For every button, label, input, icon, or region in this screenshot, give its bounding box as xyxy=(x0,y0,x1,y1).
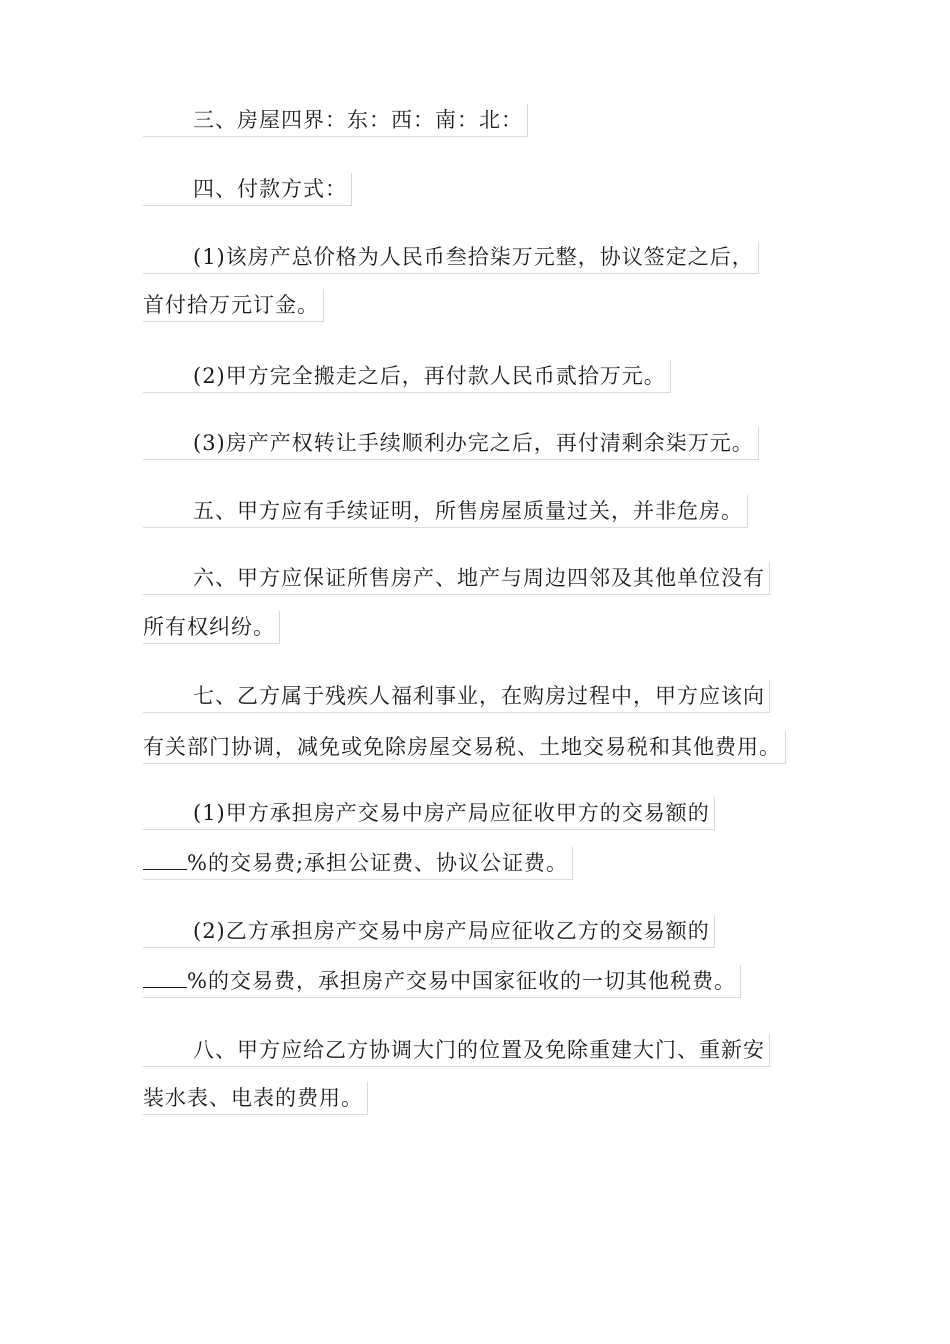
section-7-line-1: 七、乙方属于残疾人福利事业，在购房过程中，甲方应该向 xyxy=(143,680,770,713)
fee-item-1-line-1: (1)甲方承担房产交易中房产局应征收甲方的交易额的 xyxy=(143,797,715,830)
fill-in-blank[interactable] xyxy=(143,965,187,988)
section-8-line-1: 八、甲方应给乙方协调大门的位置及免除重建大门、重新安 xyxy=(143,1034,770,1067)
section-6-line-1: 六、甲方应保证所售房产、地产与周边四邻及其他单位没有 xyxy=(143,562,770,595)
fill-in-blank[interactable] xyxy=(143,847,187,870)
payment-item-2: (2)甲方完全搬走之后，再付款人民币贰拾万元。 xyxy=(143,360,671,393)
payment-item-1-line-1: (1)该房产总价格为人民币叁拾柒万元整，协议签定之后， xyxy=(143,241,759,274)
fee-item-1-line-2 xyxy=(143,847,573,880)
fee-item-1-text: %的交易费;承担公证费、协议公证费。 xyxy=(187,851,569,875)
section-4-payment-heading: 四、付款方式： xyxy=(143,173,352,206)
payment-item-3: (3)房产产权转让手续顺利办完之后，再付清剩余柒万元。 xyxy=(143,427,759,460)
fee-item-2-text: %的交易费，承担房产交易中国家征收的一切其他税费。 xyxy=(187,969,736,993)
fee-item-2-line-1: (2)乙方承担房产交易中房产局应征收乙方的交易额的 xyxy=(143,915,715,948)
fee-item-2-line-2 xyxy=(143,965,741,998)
section-6-line-2: 所有权纠纷。 xyxy=(143,611,280,644)
section-8-line-2: 装水表、电表的费用。 xyxy=(143,1082,368,1115)
section-5: 五、甲方应有手续证明，所售房屋质量过关，并非危房。 xyxy=(143,495,748,528)
payment-item-1-line-2: 首付拾万元订金。 xyxy=(143,289,324,322)
section-3-boundaries: 三、房屋四界：东：西：南：北： xyxy=(143,104,528,137)
section-7-line-2: 有关部门协调，减免或免除房屋交易税、土地交易税和其他费用。 xyxy=(143,731,786,764)
